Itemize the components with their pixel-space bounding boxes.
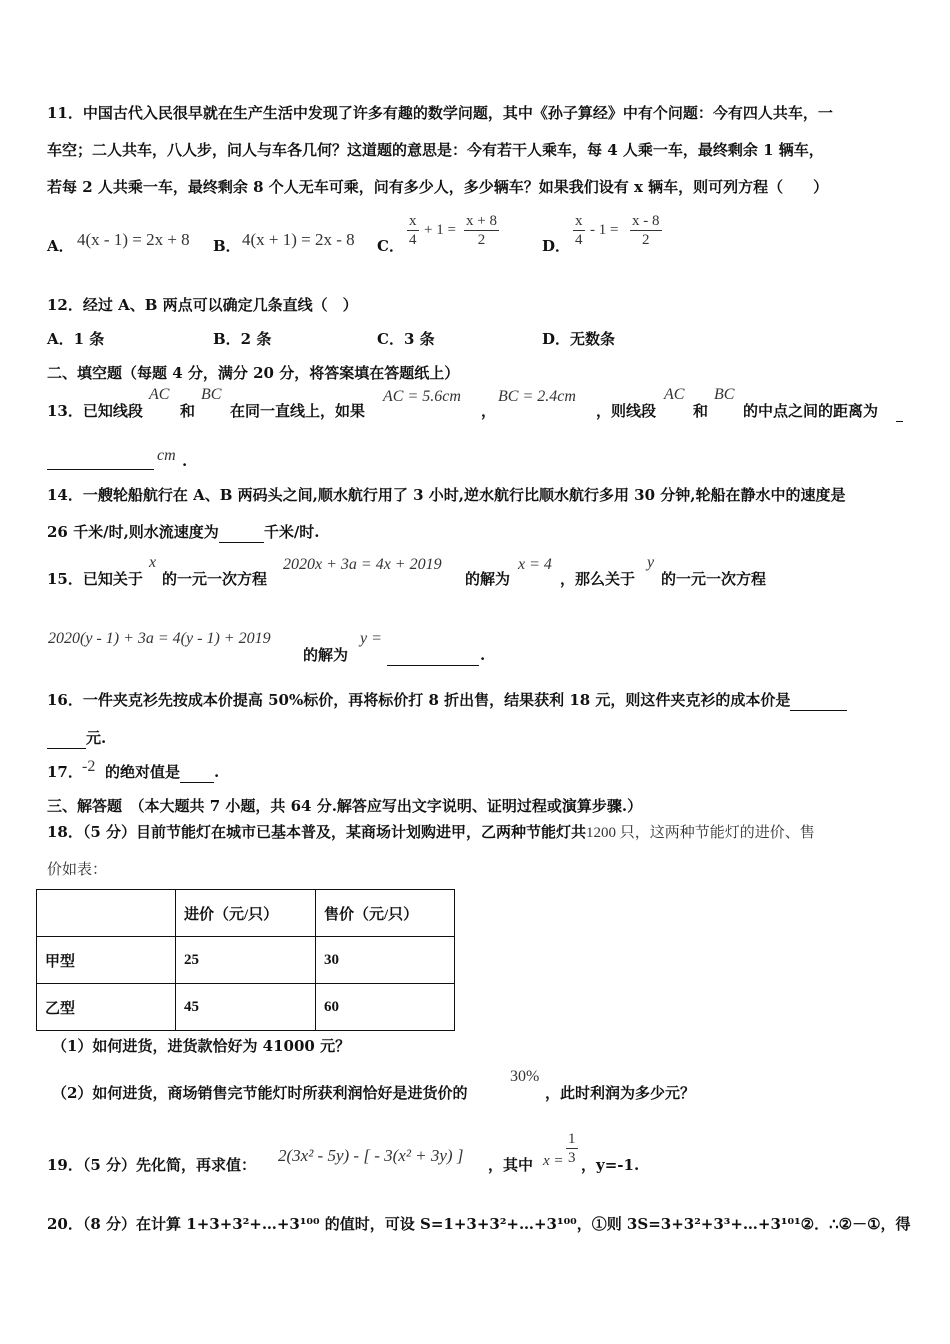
q11-line1: 11．中国古代入民很早就在生产生活中发现了许多有趣的数学问题，其中《孙子算经》中有个问题：今有四人共车，一 [47, 104, 833, 122]
q13-text-2: 和 [180, 402, 196, 420]
q13-text-5: ，则线段 [596, 402, 657, 420]
table-row [37, 984, 455, 1031]
q13-math-ac-2: AC [664, 386, 685, 403]
q11-option-a-equation: 4(x - 1) = 2x + 8 [77, 230, 190, 249]
q11-option-d-label: D． [542, 237, 571, 255]
section-2-heading: 二、填空题（每题 4 分，满分 20 分，将答案填在答题纸上） [47, 364, 460, 382]
table-cell: 甲型 [37, 937, 176, 984]
q18-price-table [36, 889, 455, 1031]
q16-answer-blank-2 [47, 728, 86, 749]
q15-text-4: ，那么关于 [560, 570, 636, 588]
q15-equation-1: 2020x + 3a = 4x + 2019 [283, 556, 442, 573]
table-cell: 30 [316, 937, 455, 984]
q19-expression: 2(3x² - 5y) - [ - 3(x² + 3y) ] [278, 1146, 464, 1165]
q12-option-b: B．2 条 [213, 330, 272, 348]
q19-text-3: ，y=-1. [581, 1156, 640, 1174]
q18-sub1: （1）如何进货，进货款恰好为 41000 元？ [52, 1037, 351, 1055]
q17-text-1: 17． [47, 763, 83, 781]
q15-text-5: 的一元一次方程 [661, 570, 767, 588]
q14-line2-text-a: 26 千米/时,则水流速度为 [47, 523, 219, 541]
q12-option-d: D．无数条 [542, 330, 616, 348]
q19-fraction [566, 1130, 578, 1167]
q12-stem: 12．经过 A、B 两点可以确定几条直线（ ） [47, 296, 358, 314]
table-header-cell: 售价（元/只） [316, 890, 455, 937]
q12-option-a: A．1 条 [47, 330, 105, 348]
q15-solution-y: y = [360, 630, 382, 647]
q11-option-a-label: A． [47, 237, 74, 255]
q19-text-1: 19．（5 分）先化简，再求值： [47, 1156, 257, 1174]
q18-line1-text-a: 18．（5 分）目前节能灯在城市已基本普及，某商场计划购进甲，乙两种节能灯共 [47, 823, 587, 841]
q13-math-bc-value: BC = 2.4cm [498, 388, 576, 405]
table-header-row [37, 890, 455, 937]
q16-line1-text: 16．一件夹克衫先按成本价提高 50%标价，再将标价打 8 折出售，结果获利 18 元，则这件夹克衫的成本价是 [47, 691, 791, 709]
table-cell: 45 [176, 984, 316, 1031]
table-cell: 25 [176, 937, 316, 984]
q13-math-ac: AC [149, 386, 170, 403]
q19-text-2: ，其中 [488, 1156, 534, 1174]
fraction-numerator: 1 [568, 1131, 576, 1147]
q17-text-2: 的绝对值是 [105, 763, 181, 781]
q18-sub2-percent: 30% [510, 1068, 540, 1085]
table-cell: 60 [316, 984, 455, 1031]
q14-line2 [47, 522, 320, 543]
q18-line1 [47, 822, 815, 843]
q13-math-bc-2: BC [714, 386, 735, 403]
q13-answer-blank-start [896, 401, 903, 422]
q15-math-x: x [149, 554, 157, 571]
fraction-denominator: 3 [568, 1150, 576, 1166]
q15-end: . [480, 646, 486, 664]
q18-line2: 价如表： [47, 860, 108, 878]
q11-option-d-fraction-2 [630, 212, 662, 249]
q12-option-c: C．3 条 [377, 330, 435, 348]
fraction-numerator: x [575, 213, 583, 229]
q19-x-equals: x = [543, 1153, 564, 1169]
q11-option-b-equation: 4(x + 1) = 2x - 8 [242, 230, 355, 249]
fraction-numerator: x - 8 [632, 213, 660, 229]
q18-sub2-text-a: （2）如何进货，商场销售完节能灯时所获利润恰好是进货价的 [52, 1084, 468, 1102]
q13-text-3: 在同一直线上，如果 [230, 402, 366, 420]
q11-line3: 若每 2 人共乘一车，最终剩余 8 个人无车可乘，问有多少人，多少辆车？如果我们设有 x 辆车，则可列方程（ ） [47, 178, 829, 196]
q14-answer-blank [219, 522, 264, 543]
q13-text-6: 和 [693, 402, 709, 420]
q15-text-2: 的一元一次方程 [162, 570, 268, 588]
q15-math-y: y [647, 554, 655, 571]
q14-line1: 14．一艘轮船航行在 A、B 两码头之间,顺水航行用了 3 小时,逆水航行比顺水航行多用 30 分钟,轮船在静水中的速度是 [47, 486, 846, 504]
q18-line1-text-b: 1200 只，这两种节能灯的进价、售 [586, 825, 815, 841]
q18-sub2-text-b: ，此时利润为多少元？ [545, 1084, 696, 1102]
q15-equation-2: 2020(y - 1) + 3a = 4(y - 1) + 2019 [48, 630, 271, 647]
q11-option-c-label: C． [377, 237, 404, 255]
q11-option-c-mid: + 1 = [424, 222, 456, 238]
q17-math: -2 [82, 758, 96, 775]
q11-option-b-label: B． [213, 237, 241, 255]
fraction-denominator: 4 [575, 232, 583, 248]
q13-unit: cm [157, 447, 176, 464]
fraction-denominator: 2 [477, 232, 486, 248]
fraction-numerator: x + 8 [466, 213, 497, 229]
section-3-heading: 三、解答题 （本大题共 7 小题，共 64 分.解答应写出文字说明、证明过程或演算步骤.） [47, 797, 643, 815]
q11-line2: 车空；二人共车，八人步，问人与车各几何？这道题的意思是：今有若干人乘车，每 4 人乘一车，最终剩余 1 辆车， [47, 141, 824, 159]
q16-line2-text: 元. [86, 729, 107, 747]
q13-text-7: 的中点之间的距离为 [743, 402, 879, 420]
q17-end: . [214, 763, 220, 781]
table-header-cell [37, 890, 176, 937]
table-row [37, 937, 455, 984]
q13-math-ac-value: AC = 5.6cm [383, 388, 461, 405]
q11-option-c-fraction-2 [464, 212, 499, 249]
q15-solution-x: x = 4 [518, 556, 552, 573]
q15-answer-blank [387, 645, 479, 666]
q16-line1 [47, 690, 847, 711]
fraction-denominator: 4 [409, 232, 417, 248]
q17-answer-blank [180, 762, 214, 783]
q20-line1: 20．（8 分）在计算 1+3+3²+…+3¹⁰⁰ 的值时，可设 S=1+3+3²+…+3¹⁰⁰，①则 3S=3+3²+3³+…+3¹⁰¹②．∴②－①，得 [47, 1215, 911, 1233]
q13-text-1: 13．已知线段 [47, 402, 143, 420]
q11-option-d-mid: - 1 = [590, 222, 619, 238]
table-header-cell: 进价（元/只） [176, 890, 316, 937]
q13-text-4: ， [481, 402, 497, 420]
q17-line [105, 762, 219, 783]
q15-text-1: 15．已知关于 [47, 570, 143, 588]
q14-line2-text-b: 千米/时. [263, 523, 320, 541]
q16-answer-blank [790, 690, 847, 711]
q15-text-3: 的解为 [465, 570, 511, 588]
q13-end: . [182, 452, 188, 470]
q15-text-6: 的解为 [303, 646, 349, 664]
q13-math-bc: BC [201, 386, 222, 403]
q11-option-c-fraction-1 [407, 212, 419, 249]
q16-line2 [47, 728, 106, 749]
table-cell: 乙型 [37, 984, 176, 1031]
q13-answer-blank [47, 449, 154, 470]
fraction-numerator: x [409, 213, 417, 229]
q11-option-d-fraction-1 [573, 212, 585, 249]
fraction-denominator: 2 [642, 232, 650, 248]
